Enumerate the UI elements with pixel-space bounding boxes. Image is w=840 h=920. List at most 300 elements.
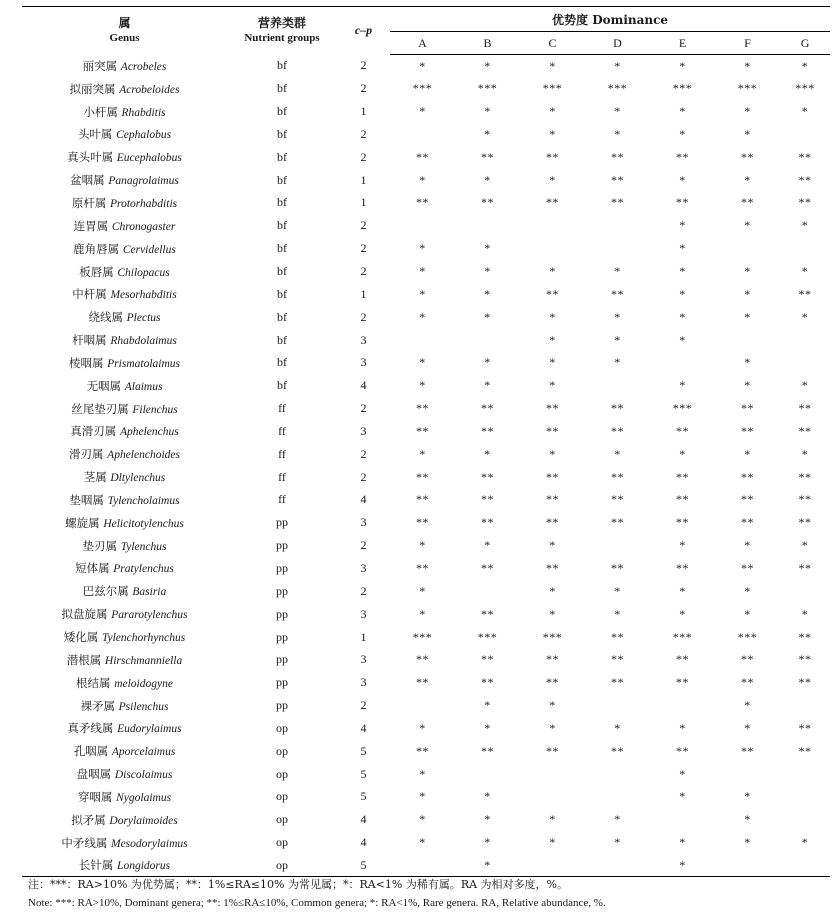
table-body	[22, 55, 830, 877]
genus-name-latin: Acrobeles	[120, 60, 167, 73]
genus-name-zh: 真头叶属	[67, 150, 114, 165]
dominance-cell-f: *	[744, 583, 751, 598]
dominance-cell-e: *	[679, 446, 686, 461]
nutrient-group-cell: bf	[277, 218, 287, 233]
nutrient-group-cell: bf	[277, 58, 287, 73]
dominance-cell-b: *	[484, 789, 491, 804]
genus-name-latin: Hirschmanniella	[104, 654, 183, 667]
genus-cell	[22, 648, 227, 671]
nutrient-group-cell: ff	[278, 492, 286, 507]
dominance-cell-a: *	[419, 538, 426, 553]
nutrient-group-cell: bf	[277, 286, 287, 301]
dominance-cell-e: *	[679, 835, 686, 850]
site-header-d: D	[585, 32, 650, 55]
cp-value-cell: 1	[360, 195, 367, 210]
dominance-cell-f: **	[741, 743, 754, 758]
dominance-cell-a: *	[419, 812, 426, 827]
dominance-cell-e: **	[676, 195, 689, 210]
dominance-cell-a: *	[419, 766, 426, 781]
genus-name-zh: 裸矛属	[80, 698, 115, 713]
table-row	[22, 306, 830, 329]
dominance-cell-g: *	[801, 218, 809, 233]
dominance-cell-g: **	[798, 629, 812, 644]
genus-name-zh: 短体属	[75, 561, 110, 576]
dominance-cell-b: *	[455, 854, 520, 877]
dominance-cell-e: ***	[672, 401, 693, 416]
dominance-cell-a: ***	[412, 629, 433, 644]
dominance-cell-c: *	[549, 332, 556, 347]
genus-name-latin: Protorhabditis	[110, 197, 178, 210]
table-row	[22, 192, 830, 215]
genus-name-latin: Prismatolaimus	[107, 357, 180, 370]
dominance-cell-c: **	[546, 652, 559, 667]
genus-name-latin: Rhabdolaimus	[110, 335, 177, 348]
dominance-cell-b: *	[484, 812, 491, 827]
genus-name-latin: Dorylaimoides	[109, 814, 178, 827]
dominance-cell-g: *	[801, 378, 809, 393]
genus-name-zh: 中杆属	[72, 287, 107, 302]
dominance-cell-e: *	[679, 538, 686, 553]
site-header-f: F	[715, 32, 780, 55]
nutrient-group-cell: pp	[276, 515, 288, 530]
genus-name-zh: 丽突属	[82, 58, 118, 73]
dominance-cell-f: *	[744, 104, 751, 119]
dominance-cell-c: *	[549, 264, 556, 279]
dominance-cell-e: *	[679, 286, 686, 301]
dominance-cell-g	[780, 694, 830, 717]
dominance-cell-e: *	[679, 241, 686, 256]
dominance-cell-g: *	[801, 309, 809, 324]
cp-value-cell: 2	[360, 241, 367, 256]
dominance-cell-d: **	[611, 629, 624, 644]
genus-name-zh: 无咽属	[86, 378, 122, 393]
nutrient-group-cell: pp	[276, 629, 288, 644]
genus-name-zh: 真矛线属	[67, 721, 114, 736]
dominance-cell-c: **	[546, 423, 559, 438]
dominance-cell-a: **	[416, 743, 429, 758]
dominance-cell-g: *	[801, 835, 809, 850]
dominance-cell-c: *	[549, 583, 556, 598]
table-row	[22, 763, 830, 786]
genus-cell	[22, 580, 227, 603]
nutrient-group-cell: bf	[277, 172, 287, 187]
dominance-cell-g	[780, 854, 830, 877]
genus-cell	[22, 534, 227, 557]
dominance-cell-f: **	[741, 149, 754, 164]
genus-name-latin: Helicitotylenchus	[103, 517, 184, 530]
dominance-cell-e: *	[679, 104, 686, 119]
dominance-cell-a: **	[416, 560, 429, 575]
dominance-cell-d: **	[611, 743, 624, 758]
dominance-cell-f: *	[744, 264, 751, 279]
dominance-cell-g	[780, 329, 830, 352]
dominance-cell-d: **	[611, 172, 624, 187]
dominance-cell-c: **	[546, 401, 559, 416]
genus-cell	[22, 192, 227, 215]
genus-name-zh: 盆咽属	[70, 173, 105, 188]
dominance-cell-a: *	[419, 286, 426, 301]
nutrient-group-cell: bf	[277, 149, 287, 164]
table-row	[22, 808, 830, 831]
dominance-cell-d: **	[611, 492, 624, 507]
dominance-cell-f: **	[741, 560, 754, 575]
dominance-cell-g: *	[801, 264, 809, 279]
cp-value-cell: 3	[360, 515, 367, 530]
genus-cell	[22, 100, 227, 123]
cp-value-cell: 3	[360, 332, 367, 347]
dominance-cell-b: *	[484, 172, 491, 187]
genus-name-latin: Rhabditis	[121, 106, 166, 119]
cp-value-cell: 1	[360, 286, 367, 301]
table-row	[22, 786, 830, 809]
cp-value-cell: 2	[360, 126, 367, 141]
genus-name-latin: Alaimus	[124, 380, 163, 393]
genus-name-latin: Chilopacus	[117, 266, 170, 279]
dominance-cell-c: **	[546, 675, 559, 690]
dominance-cell-d: *	[614, 720, 621, 735]
dominance-cell-b: *	[484, 286, 491, 301]
nutrient-group-cell: ff	[278, 401, 286, 416]
dominance-cell-a: *	[419, 172, 426, 187]
dominance-cell-e: *	[679, 309, 686, 324]
dominance-cell-c: *	[549, 378, 556, 393]
dominance-cell-c: ***	[542, 629, 563, 644]
cp-value-cell: 3	[360, 560, 367, 575]
dominance-cell-e	[650, 351, 715, 374]
table-row	[22, 374, 830, 397]
cp-value-cell: 2	[360, 583, 367, 598]
dominance-cell-f: *	[744, 720, 751, 735]
note-en: Note: ***: RA>10%, Dominant genera; **: 1%≤RA≤10%, Common genera; *: RA<1%, Rare genera. RA, Relative abundance, %.	[28, 897, 606, 909]
dominance-cell-d: **	[611, 149, 624, 164]
dominance-cell-f: **	[741, 195, 754, 210]
nutrient-group-cell: op	[276, 743, 288, 758]
dominance-cell-e: *	[679, 218, 686, 233]
dominance-cell-d: *	[614, 583, 621, 598]
dominance-cell-e: **	[676, 492, 689, 507]
cp-value-cell: 2	[360, 446, 367, 461]
dominance-cell-g: *	[801, 446, 809, 461]
dominance-cell-b	[455, 580, 520, 603]
dominance-cell-f: *	[744, 286, 751, 301]
dominance-cell-b: ***	[477, 629, 498, 644]
dominance-cell-d: ***	[607, 81, 628, 96]
table-row	[22, 489, 830, 512]
cp-value-cell: 5	[360, 789, 367, 804]
dominance-cell-c: *	[549, 720, 556, 735]
genus-cell	[22, 237, 227, 260]
dominance-cell-c: *	[549, 355, 556, 370]
genus-cell	[22, 786, 227, 809]
table-row	[22, 648, 830, 671]
genus-name-latin: Mesorhabditis	[110, 289, 177, 302]
dominance-cell-g: **	[798, 720, 812, 735]
genus-name-latin: Pratylenchus	[113, 563, 174, 576]
dominance-cell-g: **	[798, 149, 812, 164]
dominance-cell-c: *	[549, 104, 556, 119]
genus-cell	[22, 306, 227, 329]
genus-cell	[22, 329, 227, 352]
table-row	[22, 854, 830, 877]
genus-name-latin: Longidorus	[117, 860, 171, 873]
cp-value-cell: 3	[360, 675, 367, 690]
dominance-cell-a: *	[419, 446, 426, 461]
genus-name-latin: Filenchus	[132, 403, 178, 416]
dominance-cell-a: *	[419, 309, 426, 324]
dominance-cell-g: **	[798, 469, 812, 484]
genus-name-latin: Eucephalobus	[116, 152, 182, 165]
nutrient-group-cell: op	[227, 854, 337, 877]
dominance-cell-f	[715, 237, 780, 260]
dominance-cell-f: *	[744, 126, 751, 141]
dominance-cell-c: **	[546, 492, 559, 507]
table-row	[22, 329, 830, 352]
genus-cell	[22, 489, 227, 512]
dominance-cell-d: **	[611, 469, 624, 484]
cp-header-label: c–p	[354, 23, 373, 38]
genus-cell	[22, 77, 227, 100]
genus-name-latin: Aphelenchus	[119, 426, 179, 439]
dominance-cell-a: **	[416, 652, 429, 667]
dominance-cell-e: **	[676, 149, 689, 164]
genus-cell	[22, 397, 227, 420]
nutrient-group-cell: pp	[276, 698, 288, 713]
genus-name-zh: 茎属	[83, 470, 107, 485]
dominance-cell-b: **	[481, 606, 494, 621]
genus-name-zh: 绕线属	[88, 310, 123, 325]
dominance-cell-d: *	[614, 58, 621, 73]
dominance-cell-g: **	[798, 743, 812, 758]
nutrient-group-cell: bf	[277, 378, 287, 393]
genus-cell	[22, 763, 227, 786]
dominance-cell-e: ***	[672, 629, 693, 644]
dominance-cell-g	[780, 763, 830, 786]
cp-value-cell: 2	[360, 309, 367, 324]
dominance-cell-b: *	[484, 378, 491, 393]
cp-value-cell: 4	[360, 492, 367, 507]
nutrient-header	[227, 7, 337, 55]
genus-header-en: Genus	[109, 32, 140, 45]
cp-value-cell: 3	[360, 423, 367, 438]
dominance-cell-e: *	[679, 172, 686, 187]
genus-cell	[22, 557, 227, 580]
dominance-cell-a: *	[419, 835, 426, 850]
table-row	[22, 169, 830, 192]
dominance-cell-f: *	[744, 446, 751, 461]
nutrient-group-cell: bf	[277, 309, 287, 324]
cp-value-cell: 4	[360, 378, 367, 393]
dominance-cell-f	[715, 854, 780, 877]
nutrient-group-cell: bf	[277, 332, 287, 347]
dominance-cell-e: *	[679, 58, 686, 73]
dominance-cell-g: **	[798, 423, 812, 438]
dominance-cell-b: *	[484, 355, 491, 370]
table-row	[22, 397, 830, 420]
dominance-cell-a	[390, 214, 455, 237]
dominance-cell-e: **	[676, 675, 689, 690]
dominance-cell-e: **	[676, 423, 689, 438]
genus-cell	[22, 740, 227, 763]
genus-name-latin: meloidogyne	[114, 677, 173, 690]
dominance-cell-d	[585, 374, 650, 397]
dominance-cell-f: *	[744, 538, 751, 553]
dominance-cell-f: *	[744, 378, 751, 393]
genus-name-latin: Psilenchus	[118, 700, 169, 713]
table-row	[22, 740, 830, 763]
dominance-cell-b: *	[484, 241, 491, 256]
site-header-b: B	[455, 32, 520, 55]
table-row	[22, 580, 830, 603]
genus-name-latin: Nygolaimus	[116, 791, 172, 804]
dominance-cell-a: **	[416, 675, 429, 690]
dominance-cell-f: **	[741, 675, 754, 690]
dominance-cell-g: *	[801, 538, 809, 553]
genus-name-zh: 鹿角唇属	[73, 241, 120, 256]
dominance-cell-f: *	[744, 355, 751, 370]
dominance-cell-d: **	[611, 560, 624, 575]
dominance-cell-b: **	[481, 743, 494, 758]
genus-name-latin: Tylenchorhynchus	[101, 632, 186, 645]
site-header-g: G	[780, 32, 830, 55]
dominance-cell-b: *	[484, 309, 491, 324]
dominance-cell-f: **	[741, 492, 754, 507]
dominance-cell-b: ***	[477, 81, 498, 96]
genus-cell	[22, 603, 227, 626]
dominance-table	[22, 6, 830, 877]
table-row	[22, 603, 830, 626]
site-header-e: E	[650, 32, 715, 55]
dominance-cell-d	[585, 763, 650, 786]
cp-value-cell: 2	[360, 401, 367, 416]
dominance-cell-d: **	[611, 652, 624, 667]
dominance-cell-b: *	[484, 720, 491, 735]
dominance-cell-e: *	[679, 332, 686, 347]
genus-name-zh: 杆咽属	[72, 333, 107, 348]
cp-value-cell: 1	[360, 104, 367, 119]
dominance-cell-g: ***	[795, 81, 815, 96]
nutrient-group-cell: pp	[276, 675, 288, 690]
dominance-cell-e	[650, 694, 715, 717]
cp-value-cell: 5	[360, 766, 367, 781]
dominance-cell-g: **	[798, 492, 812, 507]
dominance-cell-c: **	[546, 286, 559, 301]
genus-name-latin: Discolaimus	[114, 769, 173, 782]
genus-name-latin: Pararotylenchus	[111, 609, 188, 622]
nutrient-group-cell: op	[276, 835, 288, 850]
dominance-cell-f: **	[741, 469, 754, 484]
dominance-cell-b: **	[481, 423, 494, 438]
table-notes	[28, 876, 828, 912]
genus-cell	[22, 694, 227, 717]
cp-value-cell: 2	[360, 58, 367, 73]
genus-name-zh: 矮化属	[63, 630, 99, 645]
genus-cell	[22, 671, 227, 694]
genus-cell	[22, 169, 227, 192]
table-row	[22, 100, 830, 123]
dominance-cell-e	[650, 808, 715, 831]
dominance-cell-a: **	[416, 423, 429, 438]
dominance-cell-f: *	[744, 606, 751, 621]
genus-name-latin: Aporcelaimus	[111, 746, 176, 759]
genus-name-zh: 盘咽属	[76, 767, 112, 782]
dominance-cell-f: **	[741, 401, 754, 416]
dominance-cell-d: **	[611, 195, 624, 210]
nutrient-group-cell: bf	[277, 195, 287, 210]
dominance-cell-c: **	[546, 469, 559, 484]
genus-cell	[22, 466, 227, 489]
dominance-cell-e: *	[650, 854, 715, 877]
cp-value-cell: 1	[360, 172, 367, 187]
dominance-cell-e: ***	[672, 81, 693, 96]
table-row	[22, 443, 830, 466]
dominance-cell-c: *	[549, 812, 556, 827]
genus-cell	[22, 626, 227, 649]
nutrient-group-cell: bf	[277, 126, 287, 141]
cp-value-cell: 4	[360, 720, 367, 735]
dominance-cell-a: *	[419, 241, 426, 256]
dominance-cell-c: *	[549, 446, 556, 461]
genus-name-zh: 丝尾垫刃属	[71, 401, 129, 416]
nutrient-group-cell: bf	[277, 264, 287, 279]
dominance-cell-b: **	[481, 492, 494, 507]
dominance-cell-f: **	[741, 423, 754, 438]
dominance-cell-a: **	[416, 149, 429, 164]
dominance-cell-a: **	[416, 469, 429, 484]
dominance-cell-b: *	[484, 835, 491, 850]
genus-name-zh: 潜根属	[66, 652, 102, 667]
genus-name-zh: 真滑刃属	[70, 424, 117, 439]
cp-value-cell: 3	[360, 652, 367, 667]
cp-value-cell: 2	[360, 538, 367, 553]
dominance-cell-a	[390, 329, 455, 352]
nutrient-group-cell: op	[276, 789, 288, 804]
dominance-cell-g: **	[798, 286, 812, 301]
genus-name-zh: 原杆属	[71, 195, 107, 210]
nutrient-group-cell: pp	[276, 583, 288, 598]
dominance-cell-c: *	[549, 835, 556, 850]
nutrient-group-cell: bf	[277, 81, 287, 96]
dominance-cell-g	[780, 808, 830, 831]
dominance-cell-b: **	[481, 515, 494, 530]
genus-name-zh: 拟矛属	[71, 812, 106, 827]
genus-name-zh: 头叶属	[77, 127, 113, 142]
genus-cell	[22, 351, 227, 374]
dominance-cell-a: *	[419, 378, 426, 393]
table-row	[22, 466, 830, 489]
note-zh: 注：***：RA>10% 为优势属；**：1%≤RA≤10% 为常见属；*：RA<1% 为稀有属。RA 为相对多度，%。	[28, 878, 569, 891]
dominance-cell-c	[520, 854, 585, 877]
dominance-cell-b: *	[484, 58, 491, 73]
dominance-cell-f: *	[744, 58, 751, 73]
genus-name-zh: 根结属	[76, 675, 111, 690]
dominance-cell-e: **	[676, 560, 689, 575]
table-row	[22, 694, 830, 717]
dominance-cell-d: *	[614, 332, 621, 347]
table-row	[22, 511, 830, 534]
table-row	[22, 237, 830, 260]
dominance-cell-a: **	[416, 492, 429, 507]
genus-name-zh: 中矛线属	[61, 835, 108, 850]
dominance-cell-f: *	[744, 698, 751, 713]
genus-name-zh: 长针属	[78, 858, 114, 873]
dominance-cell-a: *	[419, 606, 426, 621]
dominance-cell-c	[520, 763, 585, 786]
genus-name-latin: Panagrolaimus	[108, 175, 179, 188]
dominance-cell-g: **	[798, 401, 812, 416]
genus-name-latin: Tylenchus	[120, 540, 167, 553]
cp-value-cell: 4	[360, 812, 367, 827]
genus-name-zh: 螺旋属	[65, 515, 100, 530]
